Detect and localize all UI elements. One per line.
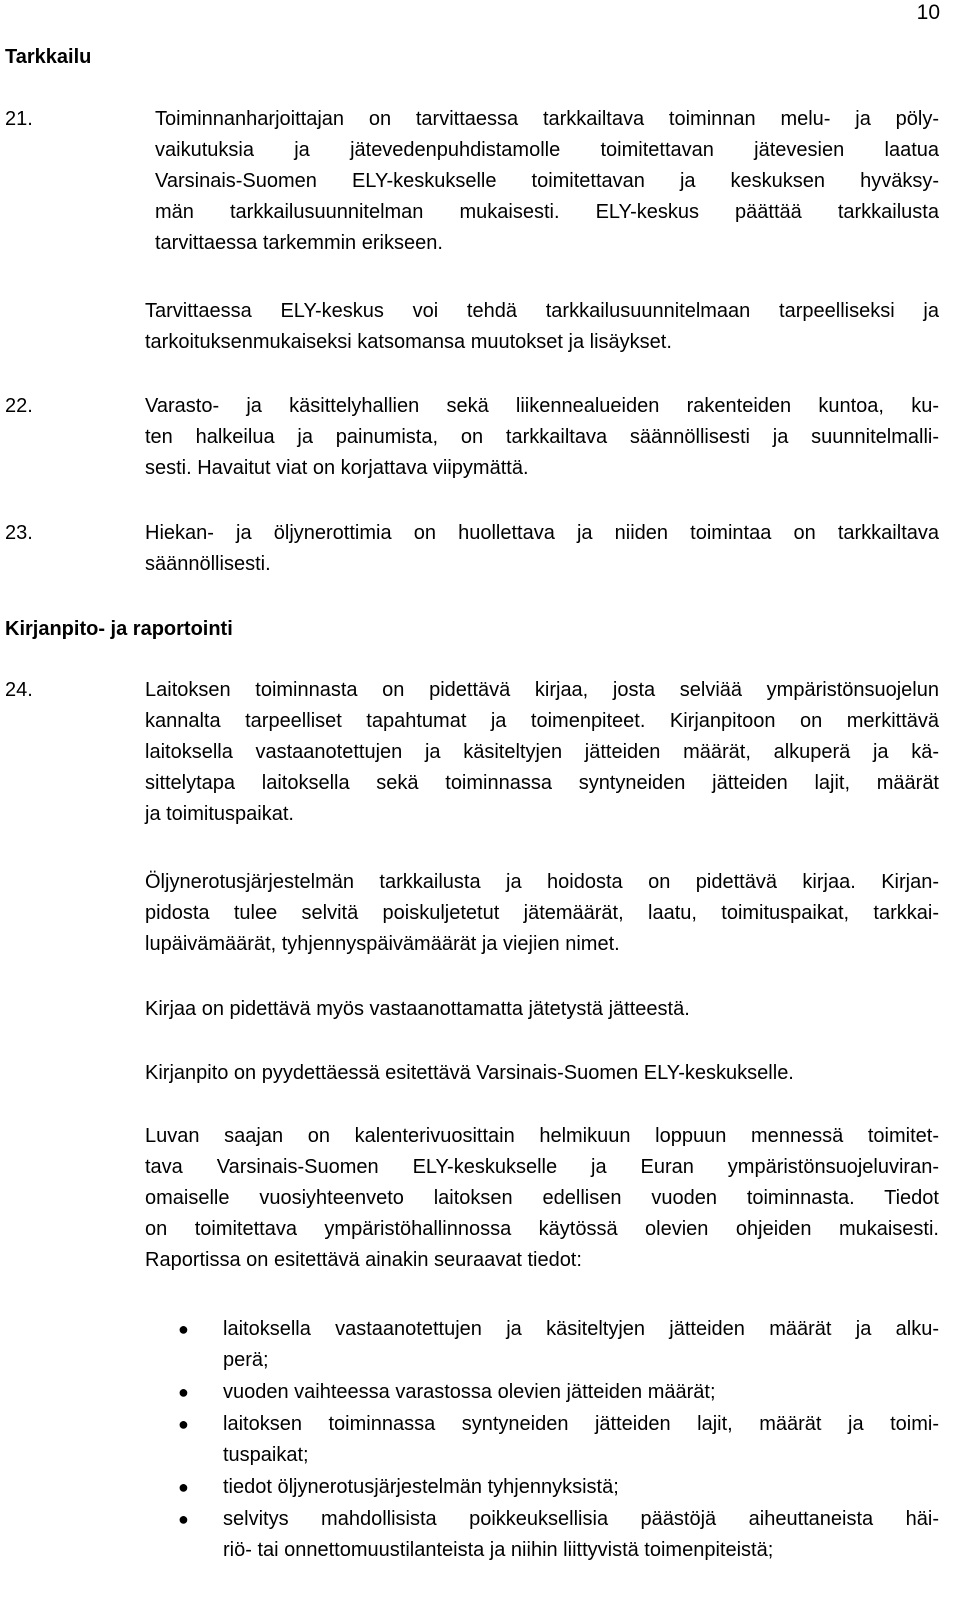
text-line: Kirjanpito on pyydettäessä esitettävä Varsinais-Suomen ELY-keskukselle. <box>145 1062 794 1084</box>
item-21-text <box>155 104 939 259</box>
bullet-item <box>223 1377 939 1408</box>
text-line: män tarkkailusuunnitelman mukaisesti. ELY-keskus päättää tarkkailusta <box>155 201 939 223</box>
text-line: kannalta tarpeelliset tapahtumat ja toimenpiteet. Kirjanpitoon on merkittävä <box>145 710 939 732</box>
text-line: Öljynerotusjärjestelmän tarkkailusta ja hoidosta on pidettävä kirjaa. Kirjan- <box>145 871 939 893</box>
section-heading-tarkkailu: Tarkkailu <box>5 46 92 68</box>
page-number: 10 <box>916 1 940 24</box>
text-line: ja toimituspaikat. <box>145 803 294 825</box>
item-23-text <box>145 518 939 580</box>
item-22-text <box>145 391 939 484</box>
text-line: tuspaikat; <box>223 1444 309 1466</box>
text-line: Kirjaa on pidettävä myös vastaanottamatta jätetystä jätteestä. <box>145 998 690 1020</box>
section-heading-kirjanpito: Kirjanpito- ja raportointi <box>5 618 233 640</box>
item-24-paragraph-3 <box>145 994 939 1025</box>
item-21-paragraph-2 <box>145 296 939 358</box>
bullet-icon: ● <box>178 1382 189 1402</box>
item-24-paragraph-1 <box>145 675 939 830</box>
bullet-icon: ● <box>178 1477 189 1497</box>
text-line: laitoksella vastaanotettujen ja käsiteltyjen jätteiden määrät, alkuperä ja kä- <box>145 741 939 763</box>
bullet-icon: ● <box>178 1319 189 1339</box>
text-line: tiedot öljynerotusjärjestelmän tyhjennyksistä; <box>223 1476 619 1498</box>
text-line: laitoksella vastaanotettujen ja käsiteltyjen jätteiden määrät ja alku- <box>223 1318 939 1340</box>
text-line: Tarvittaessa ELY-keskus voi tehdä tarkkailusuunnitelmaan tarpeelliseksi ja <box>145 300 939 322</box>
item-number-23: 23. <box>5 522 33 544</box>
bullet-item <box>223 1314 939 1376</box>
item-24-paragraph-2 <box>145 867 939 960</box>
text-line: pidosta tulee selvitä poiskuljetetut jätemäärät, laatu, toimituspaikat, tarkkai- <box>145 902 939 924</box>
bullet-icon: ● <box>178 1509 189 1529</box>
item-number-22: 22. <box>5 395 33 417</box>
text-line: Hiekan- ja öljynerottimia on huollettava ja niiden toimintaa on tarkkailtava <box>145 522 939 544</box>
text-line: ten halkeilua ja painumista, on tarkkailtava säännöllisesti ja suunnitelmalli- <box>145 426 939 448</box>
text-line: tava Varsinais-Suomen ELY-keskukselle ja Euran ympäristönsuojeluviran- <box>145 1156 939 1178</box>
item-24-paragraph-4 <box>145 1058 939 1089</box>
text-line: sesti. Havaitut viat on korjattava viipymättä. <box>145 457 529 479</box>
text-line: vuoden vaihteessa varastossa olevien jätteiden määrät; <box>223 1381 716 1403</box>
bullet-item <box>223 1472 939 1503</box>
text-line: Laitoksen toiminnasta on pidettävä kirjaa, josta selviää ympäristönsuojelun <box>145 679 939 701</box>
item-number-24: 24. <box>5 679 33 701</box>
bullet-item <box>223 1504 939 1566</box>
text-line: Varasto- ja käsittelyhallien sekä liikennealueiden rakenteiden kuntoa, ku- <box>145 395 939 417</box>
text-line: Raportissa on esitettävä ainakin seuraavat tiedot: <box>145 1249 582 1271</box>
text-line: vaikutuksia ja jätevedenpuhdistamolle toimitettavan jätevesien laatua <box>155 139 939 161</box>
text-line: Varsinais-Suomen ELY-keskukselle toimitettavan ja keskuksen hyväksy- <box>155 170 939 192</box>
bullet-icon: ● <box>178 1414 189 1434</box>
text-line: Luvan saajan on kalenterivuosittain helmikuun loppuun mennessä toimitet- <box>145 1125 939 1147</box>
text-line: tarkoituksenmukaiseksi katsomansa muutokset ja lisäykset. <box>145 331 672 353</box>
bullet-item <box>223 1409 939 1471</box>
text-line: perä; <box>223 1349 269 1371</box>
item-number-21: 21. <box>5 108 33 130</box>
text-line: Toiminnanharjoittajan on tarvittaessa tarkkailtava toiminnan melu- ja pöly- <box>155 108 939 130</box>
text-line: on toimitettava ympäristöhallinnossa käytössä olevien ohjeiden mukaisesti. <box>145 1218 939 1240</box>
text-line: laitoksen toiminnassa syntyneiden jätteiden lajit, määrät ja toimi- <box>223 1413 939 1435</box>
item-24-paragraph-5 <box>145 1121 939 1276</box>
text-line: sittelytapa laitoksella sekä toiminnassa syntyneiden jätteiden lajit, määrät <box>145 772 939 794</box>
text-line: säännöllisesti. <box>145 553 271 575</box>
text-line: riö- tai onnettomuustilanteista ja niihin liittyvistä toimenpiteistä; <box>223 1539 774 1561</box>
text-line: selvitys mahdollisista poikkeuksellisia päästöjä aiheuttaneista häi- <box>223 1508 939 1530</box>
text-line: tarvittaessa tarkemmin erikseen. <box>155 232 443 254</box>
text-line: lupäivämäärät, tyhjennyspäivämäärät ja viejien nimet. <box>145 933 620 955</box>
text-line: omaiselle vuosiyhteenveto laitoksen edellisen vuoden toiminnasta. Tiedot <box>145 1187 939 1209</box>
